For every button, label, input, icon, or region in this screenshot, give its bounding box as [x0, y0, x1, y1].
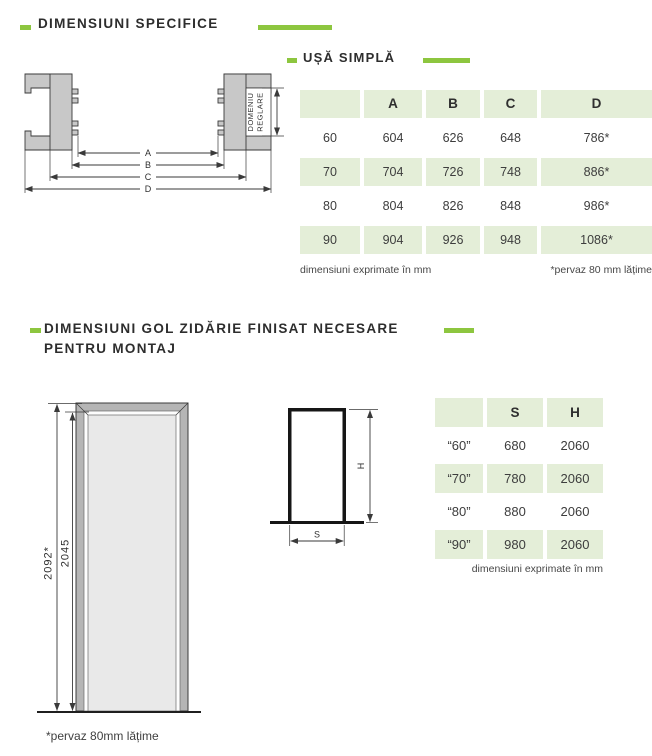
table-cell: 680 [504, 438, 526, 453]
table-cell: 880 [504, 504, 526, 519]
section1-accent-bar [258, 25, 332, 30]
door-leaf [88, 415, 176, 711]
section1-bullet [20, 25, 31, 30]
table2-units-note: dimensiuni exprimate în mm [471, 563, 603, 575]
table-cell: 626 [442, 131, 464, 145]
table-cell: 2060 [560, 504, 590, 519]
units-note: dimensiuni exprimate în mm [300, 264, 432, 276]
table-cell: 980 [487, 530, 543, 559]
table-cell: D [541, 90, 652, 118]
table-cell: C [484, 90, 537, 118]
table-cell: 704 [364, 158, 422, 186]
dim-label-b: B [144, 160, 152, 170]
table-cell: 2060 [560, 438, 590, 453]
gol-zidarie-table [435, 398, 603, 559]
section2-accent-bar [444, 328, 474, 333]
table-cell: 90 [300, 226, 360, 254]
table-cell [435, 398, 483, 427]
door-footnote: *pervaz 80mm lățime [46, 729, 159, 743]
table-cell: 926 [426, 226, 480, 254]
dim-label-a: A [144, 148, 152, 158]
opening-top [288, 408, 346, 412]
table-cell: 726 [426, 158, 480, 186]
table-cell: 80 [323, 199, 337, 213]
dim-label-c: C [144, 172, 152, 182]
table-cell: 848 [500, 199, 521, 213]
table-cell [300, 90, 360, 118]
table-cell: 804 [382, 199, 404, 213]
pervaz-note: *pervaz 80 mm lățime [550, 264, 652, 276]
table-cell: 826 [442, 199, 464, 213]
table-cell: A [364, 90, 422, 118]
table-cell: 1086* [541, 226, 652, 254]
left-frame-profile [25, 74, 78, 150]
table-cell: “70” [435, 464, 483, 493]
table1-notes [300, 264, 652, 276]
table-cell: 986* [583, 199, 610, 213]
usa-simpla-table [300, 90, 652, 254]
right-frame-profile [218, 74, 284, 150]
section2-title [44, 319, 474, 359]
subsection-accent-bar [423, 58, 470, 63]
subsection-bullet [287, 58, 297, 63]
table-cell: S [487, 398, 543, 427]
dim-label-d: D [144, 184, 152, 194]
section1-title: DIMENSIUNI SPECIFICE [38, 16, 219, 31]
table-cell: 2060 [547, 530, 603, 559]
table-cell: “90” [435, 530, 483, 559]
opening-right [343, 408, 347, 521]
opening-left [288, 408, 292, 521]
table-cell: “60” [447, 438, 471, 453]
floor-line [270, 521, 364, 524]
table-cell: B [426, 90, 480, 118]
dim-label-s: S [313, 529, 321, 540]
table-cell: H [547, 398, 603, 427]
table-cell: 904 [364, 226, 422, 254]
table-cell: 70 [300, 158, 360, 186]
section2-bullet [30, 328, 41, 333]
adjustment-range-label-line1: DOMENIU [246, 92, 255, 132]
section2-title-line2: PENTRU MONTAJ [44, 341, 177, 356]
table-cell: “80” [447, 504, 471, 519]
adjustment-range-label-line2: REGLARE [255, 92, 265, 132]
table-cell: 648 [500, 131, 521, 145]
wall-opening-diagram [263, 398, 388, 556]
dim-outer-height: 2092* [42, 546, 55, 580]
table-cell: 60 [323, 131, 337, 145]
section2-title-line1: DIMENSIUNI GOL ZIDĂRIE FINISAT NECESARE [44, 321, 399, 336]
door-front-diagram [35, 395, 210, 727]
table-cell: 2060 [547, 464, 603, 493]
table-cell: 748 [484, 158, 537, 186]
table-cell: 886* [541, 158, 652, 186]
table-cell: 604 [382, 131, 404, 145]
frame-section-diagram [10, 62, 290, 200]
dim-label-h: H [356, 462, 366, 470]
dim-inner-height: 2045 [59, 538, 72, 568]
table-cell: 948 [484, 226, 537, 254]
table-cell: 786* [583, 131, 610, 145]
table-cell: 780 [487, 464, 543, 493]
subsection-title: UȘĂ SIMPLĂ [303, 50, 396, 65]
